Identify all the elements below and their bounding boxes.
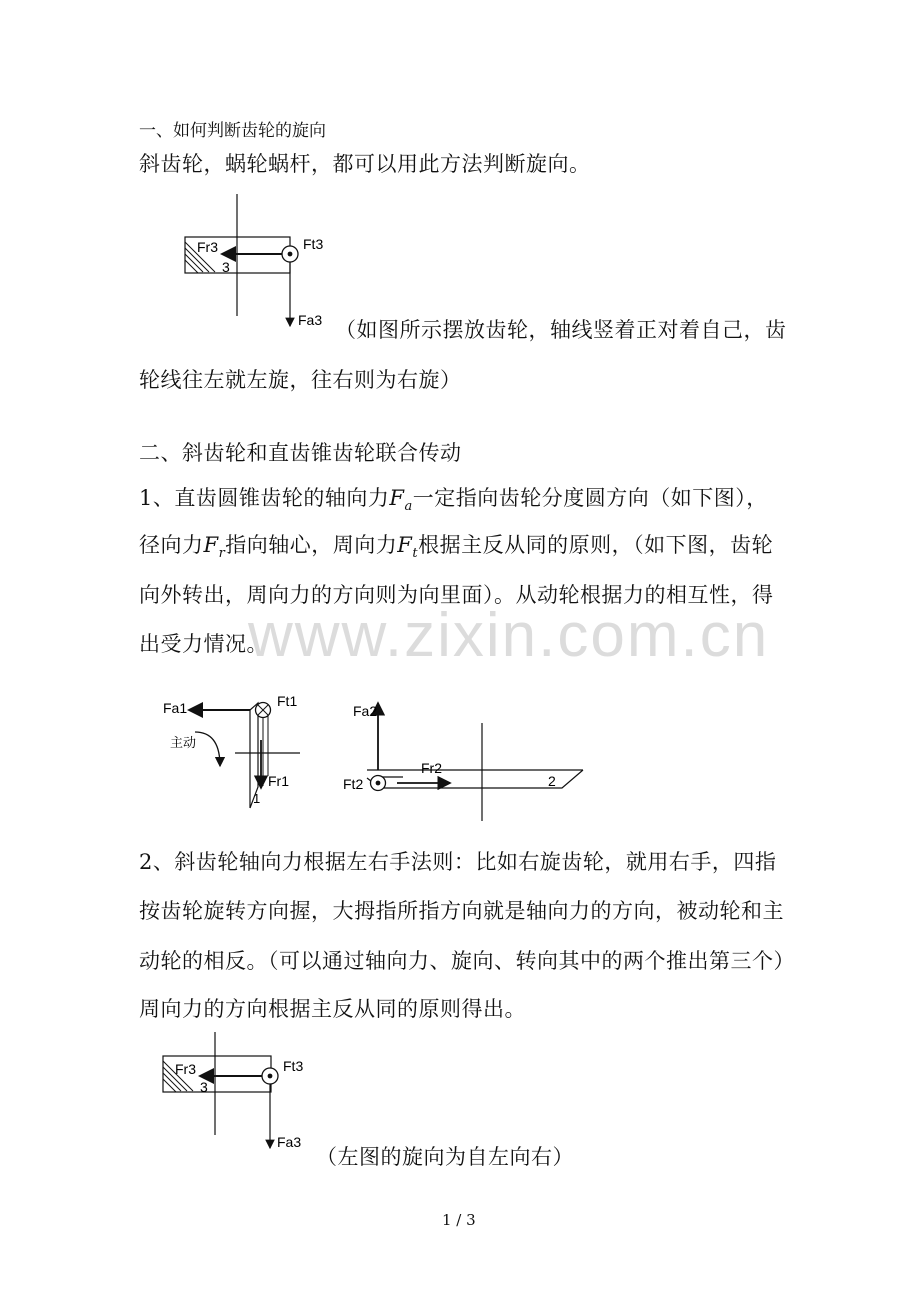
- para-2-line-4: 周向力的方向根据主反从同的原则得出。: [139, 997, 526, 1021]
- fa1-label: Fa1: [163, 700, 188, 716]
- para-2-line-2: 按齿轮旋转方向握，大拇指所指方向就是轴向力的方向，被动轮和主: [139, 899, 784, 923]
- figure-4-helical-gear: [148, 1030, 323, 1160]
- gear-number: 3: [222, 259, 230, 275]
- fr2-label: Fr2: [421, 760, 442, 776]
- watermark: www.zixin.com.cn: [248, 601, 770, 670]
- ft3-label: Ft3: [303, 236, 324, 252]
- para-1-line-3: 向外转出，周向力的方向则为向里面）。从动轮根据力的相互性，得: [139, 583, 774, 607]
- para-2-line-1: 2、斜齿轮轴向力根据左右手法则：比如右旋齿轮，就用右手，四指: [139, 850, 777, 874]
- figure-4-caption: （左图的旋向为自左向右）: [316, 1145, 574, 1169]
- fr3-label: Fr3: [175, 1061, 196, 1077]
- fr1-label: Fr1: [268, 773, 289, 789]
- section-2-heading: 二、斜齿轮和直齿锥齿轮联合传动: [139, 441, 462, 465]
- gear-number: 1: [253, 791, 261, 806]
- para-1-line-1: 1、直齿圆锥齿轮的轴向力$F_a$一定指向齿轮分度圆方向（如下图），: [139, 486, 768, 515]
- para-1-line-4: 出受力情况。: [139, 632, 268, 656]
- figure-1-caption-2: 轮线往左就左旋，往右则为右旋）: [139, 368, 462, 392]
- drive-label: 主动: [170, 735, 197, 750]
- gear-number: 2: [548, 773, 556, 789]
- figure-3-bevel-gear-2: [335, 693, 585, 823]
- ft1-label: Ft1: [277, 693, 298, 709]
- para-2-line-3: 动轮的相反。（可以通过轴向力、旋向、转向其中的两个推出第三个）: [139, 949, 795, 973]
- fa3-label: Fa3: [277, 1134, 302, 1150]
- figure-2-bevel-gear-1: [155, 690, 305, 815]
- fa3-label: Fa3: [298, 312, 323, 328]
- fa2-label: Fa2: [353, 703, 378, 719]
- figure-1-helical-gear: [170, 192, 340, 332]
- para-1-line-2: 径向力$F_r$指向轴心，周向力$F_t$根据主反从同的原则，（如下图，齿轮: [139, 533, 774, 562]
- section-1-text: 斜齿轮，蜗轮蜗杆，都可以用此方法判断旋向。: [139, 152, 591, 176]
- ft3-label: Ft3: [283, 1058, 304, 1074]
- figure-1-caption-1: （如图所示摆放齿轮，轴线竖着正对着自己，齿: [335, 318, 787, 342]
- section-1-heading: 一、如何判断齿轮的旋向: [139, 121, 326, 141]
- page-number: 1 / 3: [442, 1211, 476, 1229]
- gear-number: 3: [200, 1079, 208, 1095]
- ft2-label: Ft2: [343, 776, 364, 792]
- fr3-label: Fr3: [197, 239, 218, 255]
